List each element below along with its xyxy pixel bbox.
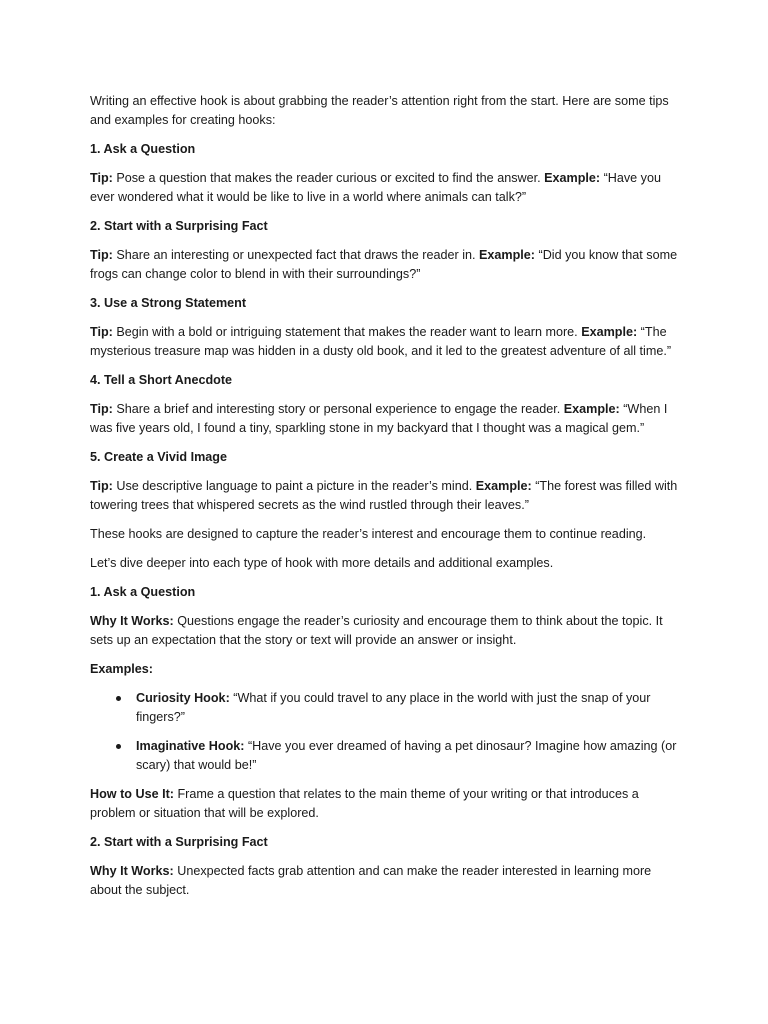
tip-paragraph-5 [90,477,678,515]
example-text: “When I was five years old, I found a tiny, sparkling stone in my backyard that I thought was a magical gem.” [90,402,668,435]
hook-label: Curiosity Hook: [136,691,230,705]
tip-text: Share a brief and interesting story or personal experience to engage the reader. [112,402,564,416]
how-text: Frame a question that relates to the main theme of your writing or that introduces a problem or situation that will be explored. [90,787,639,820]
tip-text: Pose a question that makes the reader curious or excited to find the answer. [112,171,545,185]
tip-text: Use descriptive language to paint a picture in the reader’s mind. [112,479,476,493]
tip-text: Begin with a bold or intriguing statement that makes the reader want to learn more. [112,325,582,339]
example-label: Example: [479,248,535,262]
tip-paragraph-3 [90,323,678,361]
hook-label: Imaginative Hook: [136,739,245,753]
example-label: Example: [563,402,620,416]
tip-label: Tip: [90,402,113,416]
tip-paragraph-1 [90,169,678,207]
hook-text: “Have you ever dreamed of having a pet dinosaur? Imagine how amazing (or scary) that would be!” [136,739,677,772]
detail-heading-1: 1. Ask a Question [90,585,196,599]
tip-heading-4: 4. Tell a Short Anecdote [90,373,233,387]
deeper-paragraph: Let’s dive deeper into each type of hook with more details and additional examples. [90,556,554,570]
examples-heading: Examples: [90,662,153,676]
tip-label: Tip: [90,171,113,185]
list-item [136,689,678,727]
tip-heading-1: 1. Ask a Question [90,142,196,156]
hook-text: “What if you could travel to any place in the world with just the snap of your fingers?” [136,691,651,724]
example-label: Example: [544,171,601,185]
tip-label: Tip: [90,248,113,262]
intro-paragraph: Writing an effective hook is about grabbing the reader’s attention right from the start. Here are some tips and examples for creating hooks: [90,94,669,127]
tip-label: Tip: [90,479,113,493]
example-text: “Did you know that some frogs can change color to blend in with their surroundings?” [90,248,678,281]
summary-paragraph: These hooks are designed to capture the reader’s interest and encourage them to continue reading. [90,527,647,541]
example-label: Example: [581,325,638,339]
detail-heading-2: 2. Start with a Surprising Fact [90,835,268,849]
example-label: Example: [475,479,532,493]
list-item [136,737,678,775]
tip-text: Share an interesting or unexpected fact that draws the reader in. [112,248,479,262]
example-text: “The mysterious treasure map was hidden in a dusty old book, and it led to the greatest adventure of all time.” [90,325,672,358]
tip-label: Tip: [90,325,113,339]
tip-paragraph-2 [90,246,678,284]
how-paragraph-1 [90,785,678,823]
why-paragraph-1 [90,612,678,650]
tip-heading-2: 2. Start with a Surprising Fact [90,219,268,233]
tip-heading-3: 3. Use a Strong Statement [90,296,247,310]
why-paragraph-2 [90,862,678,900]
tip-heading-5: 5. Create a Vivid Image [90,450,227,464]
tip-paragraph-4 [90,400,678,438]
why-text: Unexpected facts grab attention and can make the reader interested in learning more about the subject. [90,864,652,897]
how-label: How to Use It: [90,787,174,801]
why-label: Why It Works: [90,864,174,878]
examples-list [90,689,678,775]
why-label: Why It Works: [90,614,174,628]
example-text: “The forest was filled with towering trees that whispered secrets as the wind rustled through their leaves.” [90,479,678,512]
example-text: “Have you ever wondered what it would be like to live in a world where animals can talk?” [90,171,661,204]
why-text: Questions engage the reader’s curiosity and encourage them to think about the topic. It sets up an expectation that the story or text will provide an answer or insight. [90,614,663,647]
